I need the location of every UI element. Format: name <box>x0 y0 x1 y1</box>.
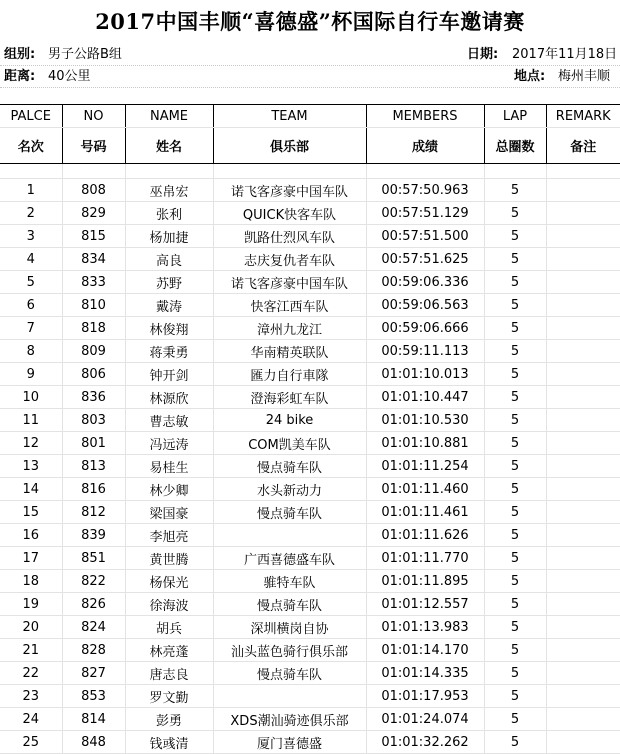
table-row <box>0 225 620 248</box>
number-cell: 826 <box>62 593 125 616</box>
time-cell: 00:57:51.625 <box>366 248 484 271</box>
team-cell: 慢点骑车队 <box>213 455 366 478</box>
team-cell: 厦门喜德盛 <box>213 731 366 754</box>
laps-cell: 5 <box>484 685 546 708</box>
time-cell: 00:57:50.963 <box>366 179 484 202</box>
team-cell: 华南精英联队 <box>213 340 366 363</box>
place-label: 地点 <box>514 69 541 84</box>
group-value: 男子公路B组 <box>48 47 122 62</box>
remark-cell <box>546 317 620 340</box>
name-cell: 杨加捷 <box>125 225 213 248</box>
number-cell: 814 <box>62 708 125 731</box>
team-cell: 水头新动力 <box>213 478 366 501</box>
remark-cell <box>546 248 620 271</box>
number-cell: 806 <box>62 363 125 386</box>
name-cell: 梁国豪 <box>125 501 213 524</box>
table-row <box>0 271 620 294</box>
number-cell: 851 <box>62 547 125 570</box>
table-row <box>0 708 620 731</box>
time-cell: 00:59:06.563 <box>366 294 484 317</box>
team-cell: 澄海彩虹车队 <box>213 386 366 409</box>
team-cell: 凯路仕烈风车队 <box>213 225 366 248</box>
rank-cell: 23 <box>0 685 62 708</box>
team-cell <box>213 685 366 708</box>
time-cell: 00:59:06.666 <box>366 317 484 340</box>
table-row <box>0 317 620 340</box>
name-cell: 钱彧清 <box>125 731 213 754</box>
name-cell: 彭勇 <box>125 708 213 731</box>
name-cell: 高良 <box>125 248 213 271</box>
remark-cell <box>546 478 620 501</box>
number-cell: 834 <box>62 248 125 271</box>
number-cell: 848 <box>62 731 125 754</box>
rank-cell: 22 <box>0 662 62 685</box>
rank-cell: 19 <box>0 593 62 616</box>
rank-cell: 21 <box>0 639 62 662</box>
time-cell: 01:01:11.460 <box>366 478 484 501</box>
name-cell: 戴涛 <box>125 294 213 317</box>
laps-cell: 5 <box>484 501 546 524</box>
number-cell: 853 <box>62 685 125 708</box>
remark-cell <box>546 432 620 455</box>
laps-cell: 5 <box>484 524 546 547</box>
number-cell: 812 <box>62 501 125 524</box>
laps-cell: 5 <box>484 708 546 731</box>
meta-row-group-date: 组别: 男子公路B组 日期: 2017年11月18日 <box>0 44 620 65</box>
time-cell: 00:59:06.336 <box>366 271 484 294</box>
table-row <box>0 363 620 386</box>
table-row <box>0 639 620 662</box>
col-header-lap-cn: 总圈数 <box>484 128 546 164</box>
table-row <box>0 432 620 455</box>
number-cell: 801 <box>62 432 125 455</box>
laps-cell: 5 <box>484 455 546 478</box>
number-cell: 836 <box>62 386 125 409</box>
name-cell: 易桂生 <box>125 455 213 478</box>
laps-cell: 5 <box>484 478 546 501</box>
col-header-place-cn: 名次 <box>0 128 62 164</box>
number-cell: 839 <box>62 524 125 547</box>
remark-cell <box>546 524 620 547</box>
distance-value: 40公里 <box>48 69 91 84</box>
time-cell: 01:01:32.262 <box>366 731 484 754</box>
group-label: 组别 <box>4 47 31 62</box>
results-body <box>0 164 620 754</box>
remark-cell <box>546 616 620 639</box>
number-cell: 803 <box>62 409 125 432</box>
number-cell: 818 <box>62 317 125 340</box>
laps-cell: 5 <box>484 294 546 317</box>
rank-cell: 6 <box>0 294 62 317</box>
col-header-team-cn: 俱乐部 <box>213 128 366 164</box>
table-row <box>0 662 620 685</box>
remark-cell <box>546 271 620 294</box>
rank-cell: 18 <box>0 570 62 593</box>
number-cell: 829 <box>62 202 125 225</box>
team-cell: 漳州九龙江 <box>213 317 366 340</box>
laps-cell: 5 <box>484 363 546 386</box>
table-row <box>0 409 620 432</box>
rank-cell: 17 <box>0 547 62 570</box>
rank-cell: 5 <box>0 271 62 294</box>
name-cell: 蒋秉勇 <box>125 340 213 363</box>
rank-cell: 9 <box>0 363 62 386</box>
col-header-remark-cn: 备注 <box>546 128 620 164</box>
number-cell: 810 <box>62 294 125 317</box>
table-row <box>0 202 620 225</box>
name-cell: 林俊翔 <box>125 317 213 340</box>
time-cell: 01:01:11.626 <box>366 524 484 547</box>
rank-cell: 2 <box>0 202 62 225</box>
team-cell: 24 bike <box>213 409 366 432</box>
rank-cell: 4 <box>0 248 62 271</box>
remark-cell <box>546 708 620 731</box>
col-header-no: NO <box>62 105 125 128</box>
col-header-lap: LAP <box>484 105 546 128</box>
remark-cell <box>546 639 620 662</box>
remark-cell <box>546 179 620 202</box>
table-row <box>0 340 620 363</box>
remark-cell <box>546 547 620 570</box>
name-cell: 黄世腾 <box>125 547 213 570</box>
team-cell: 诺飞客彦豪中国车队 <box>213 179 366 202</box>
rank-cell: 1 <box>0 179 62 202</box>
team-cell: QUICK快客车队 <box>213 202 366 225</box>
table-row <box>0 294 620 317</box>
name-cell: 苏野 <box>125 271 213 294</box>
team-cell: 慢点骑车队 <box>213 662 366 685</box>
table-row <box>0 616 620 639</box>
number-cell: 822 <box>62 570 125 593</box>
name-cell: 巫帛宏 <box>125 179 213 202</box>
remark-cell <box>546 662 620 685</box>
col-header-no-cn: 号码 <box>62 128 125 164</box>
laps-cell: 5 <box>484 271 546 294</box>
time-cell: 01:01:14.170 <box>366 639 484 662</box>
name-cell: 钟开剑 <box>125 363 213 386</box>
meta-row-distance-place: 距离: 40公里 地点: 梅州丰顺 <box>0 65 620 87</box>
rank-cell: 16 <box>0 524 62 547</box>
col-header-remark: REMARK <box>546 105 620 128</box>
remark-cell <box>546 501 620 524</box>
name-cell: 张利 <box>125 202 213 225</box>
laps-cell: 5 <box>484 386 546 409</box>
remark-cell <box>546 731 620 754</box>
laps-cell: 5 <box>484 570 546 593</box>
rank-cell: 15 <box>0 501 62 524</box>
rank-cell: 3 <box>0 225 62 248</box>
blank-row <box>0 164 620 179</box>
time-cell: 01:01:11.770 <box>366 547 484 570</box>
name-cell: 曹志敏 <box>125 409 213 432</box>
laps-cell: 5 <box>484 616 546 639</box>
time-cell: 01:01:11.254 <box>366 455 484 478</box>
rank-cell: 10 <box>0 386 62 409</box>
remark-cell <box>546 363 620 386</box>
team-cell: 匯力自行車隊 <box>213 363 366 386</box>
remark-cell <box>546 294 620 317</box>
date-value: 2017年11月18日 <box>512 47 618 62</box>
col-header-members: MEMBERS <box>366 105 484 128</box>
time-cell: 01:01:12.557 <box>366 593 484 616</box>
time-cell: 00:57:51.500 <box>366 225 484 248</box>
table-row <box>0 179 620 202</box>
team-cell: 汕头蓝色骑行俱乐部 <box>213 639 366 662</box>
name-cell: 罗文勤 <box>125 685 213 708</box>
number-cell: 809 <box>62 340 125 363</box>
table-row <box>0 248 620 271</box>
name-cell: 杨保光 <box>125 570 213 593</box>
team-cell: 骓特车队 <box>213 570 366 593</box>
team-cell: 诺飞客彦豪中国车队 <box>213 271 366 294</box>
team-cell: 志庆复仇者车队 <box>213 248 366 271</box>
table-row <box>0 570 620 593</box>
rank-cell: 8 <box>0 340 62 363</box>
team-cell <box>213 524 366 547</box>
rank-cell: 14 <box>0 478 62 501</box>
rank-cell: 25 <box>0 731 62 754</box>
laps-cell: 5 <box>484 179 546 202</box>
time-cell: 01:01:24.074 <box>366 708 484 731</box>
team-cell: 慢点骑车队 <box>213 501 366 524</box>
name-cell: 胡兵 <box>125 616 213 639</box>
remark-cell <box>546 455 620 478</box>
results-table <box>0 104 620 754</box>
name-cell: 冯远涛 <box>125 432 213 455</box>
laps-cell: 5 <box>484 248 546 271</box>
laps-cell: 5 <box>484 340 546 363</box>
time-cell: 01:01:10.447 <box>366 386 484 409</box>
time-cell: 01:01:10.530 <box>366 409 484 432</box>
team-cell: 深圳横岗自协 <box>213 616 366 639</box>
col-header-name: NAME <box>125 105 213 128</box>
time-cell: 01:01:10.881 <box>366 432 484 455</box>
laps-cell: 5 <box>484 432 546 455</box>
name-cell: 李旭亮 <box>125 524 213 547</box>
col-header-members-cn: 成绩 <box>366 128 484 164</box>
page-title: 2017中国丰顺“喜德盛”杯国际自行车邀请赛 <box>95 9 525 34</box>
remark-cell <box>546 593 620 616</box>
remark-cell <box>546 570 620 593</box>
team-cell: 快客江西车队 <box>213 294 366 317</box>
remark-cell <box>546 225 620 248</box>
header-row-en <box>0 105 620 128</box>
table-row <box>0 593 620 616</box>
col-header-team: TEAM <box>213 105 366 128</box>
number-cell: 827 <box>62 662 125 685</box>
table-row <box>0 524 620 547</box>
time-cell: 00:59:11.113 <box>366 340 484 363</box>
team-cell: COM凯美车队 <box>213 432 366 455</box>
rank-cell: 24 <box>0 708 62 731</box>
header-row-cn <box>0 128 620 164</box>
time-cell: 01:01:13.983 <box>366 616 484 639</box>
remark-cell <box>546 202 620 225</box>
laps-cell: 5 <box>484 731 546 754</box>
rank-cell: 12 <box>0 432 62 455</box>
laps-cell: 5 <box>484 547 546 570</box>
rank-cell: 20 <box>0 616 62 639</box>
table-row <box>0 547 620 570</box>
table-row <box>0 685 620 708</box>
remark-cell <box>546 409 620 432</box>
laps-cell: 5 <box>484 202 546 225</box>
number-cell: 808 <box>62 179 125 202</box>
name-cell: 林亮蓬 <box>125 639 213 662</box>
number-cell: 824 <box>62 616 125 639</box>
laps-cell: 5 <box>484 409 546 432</box>
remark-cell <box>546 685 620 708</box>
rank-cell: 11 <box>0 409 62 432</box>
name-cell: 徐海波 <box>125 593 213 616</box>
table-row <box>0 386 620 409</box>
team-cell: 慢点骑车队 <box>213 593 366 616</box>
date-label: 日期 <box>467 47 494 62</box>
laps-cell: 5 <box>484 593 546 616</box>
table-row <box>0 455 620 478</box>
place-value: 梅州丰顺 <box>558 69 611 84</box>
laps-cell: 5 <box>484 225 546 248</box>
rank-cell: 13 <box>0 455 62 478</box>
table-row <box>0 731 620 754</box>
number-cell: 833 <box>62 271 125 294</box>
time-cell: 00:57:51.129 <box>366 202 484 225</box>
name-cell: 林少卿 <box>125 478 213 501</box>
number-cell: 828 <box>62 639 125 662</box>
laps-cell: 5 <box>484 662 546 685</box>
laps-cell: 5 <box>484 639 546 662</box>
team-cell: 广西喜德盛车队 <box>213 547 366 570</box>
col-header-place: PALCE <box>0 105 62 128</box>
time-cell: 01:01:17.953 <box>366 685 484 708</box>
name-cell: 林源欣 <box>125 386 213 409</box>
remark-cell <box>546 340 620 363</box>
number-cell: 816 <box>62 478 125 501</box>
time-cell: 01:01:14.335 <box>366 662 484 685</box>
time-cell: 01:01:11.461 <box>366 501 484 524</box>
distance-label: 距离 <box>4 69 31 84</box>
col-header-name-cn: 姓名 <box>125 128 213 164</box>
team-cell: XDS潮汕骑迹俱乐部 <box>213 708 366 731</box>
name-cell: 唐志良 <box>125 662 213 685</box>
remark-cell <box>546 386 620 409</box>
number-cell: 815 <box>62 225 125 248</box>
time-cell: 01:01:11.895 <box>366 570 484 593</box>
spacer-row <box>0 87 620 104</box>
table-row <box>0 501 620 524</box>
table-row <box>0 478 620 501</box>
laps-cell: 5 <box>484 317 546 340</box>
number-cell: 813 <box>62 455 125 478</box>
time-cell: 01:01:10.013 <box>366 363 484 386</box>
rank-cell: 7 <box>0 317 62 340</box>
